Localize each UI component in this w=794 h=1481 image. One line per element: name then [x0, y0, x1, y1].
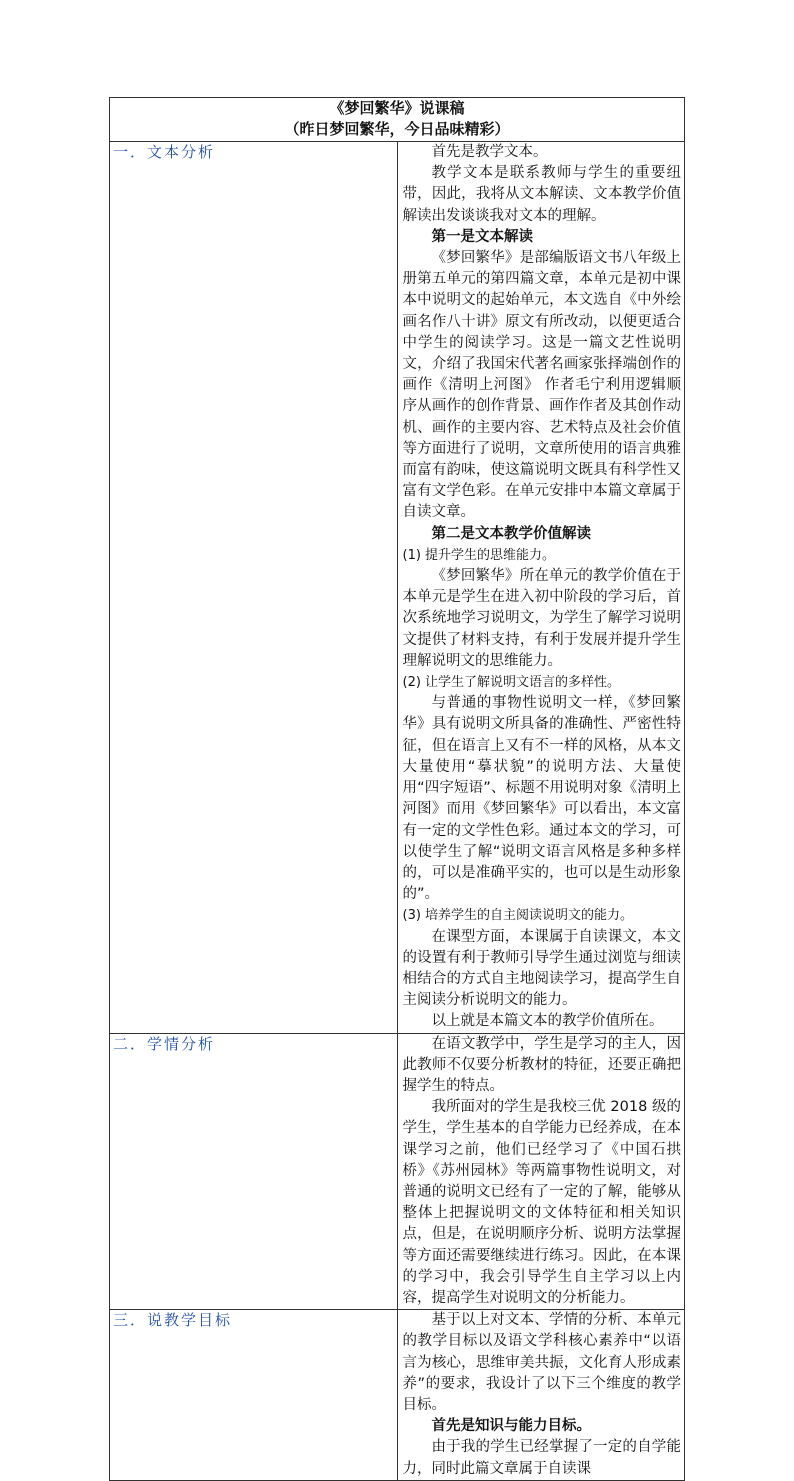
section-heading: 第一是文本解读: [431, 228, 533, 245]
section-label: 三．说教学目标: [110, 1310, 398, 1481]
paragraph: 在课型方面，本课属于自读课文，本文的设置有利于教师引导学生通过浏览与细读相结合的方式自主地阅读学习，提高学生自主阅读分析说明文的能力。: [402, 928, 681, 1009]
paragraph: 由于我的学生已经掌握了一定的自学能力，同时此篇文章属于自读课: [402, 1439, 681, 1477]
title-row: [110, 98, 685, 142]
paragraph: 教学文本是联系教师与学生的重要纽带，因此，我将从文本解读、文本教学价值解读出发谈谈我对文本的理解。: [402, 165, 681, 224]
paragraph: 《梦回繁华》所在单元的教学价值在于本单元是学生在进入初中阶段的学习后，首次系统地学习说明文，为学生了解学习说明文提供了材料支持，有利于发展并提升学生理解说明文的思维能力。: [402, 568, 681, 669]
section-heading: 第二是文本教学价值解读: [431, 525, 591, 542]
paragraph: 基于以上对文本、学情的分析、本单元的教学目标以及语文学科核心素养中“以语言为核心，思维审美共振，文化育人形成素养”的要求，我设计了以下三个维度的教学目标。: [402, 1312, 681, 1413]
lesson-plan-table: [109, 97, 685, 1481]
section-content: [397, 142, 685, 1034]
section-row-1: [110, 142, 685, 1034]
numbered-item: (2) 让学生了解说明文语言的多样性。: [402, 675, 621, 691]
section-content: [397, 1033, 685, 1310]
section-label: 二．学情分析: [110, 1033, 398, 1310]
section-row-2: [110, 1033, 685, 1310]
paragraph: 以上就是本篇文本的教学价值所在。: [431, 1013, 664, 1030]
paragraph: 我所面对的学生是我校三优 2018 级的学生，学生基本的自学能力已经养成，在本课学习之前，他们已经学习了《中国石拱桥》《苏州园林》等两篇事物性说明文，对普通的说明文已经有了一定的了解，能够从整体上把握说明文的文体特征和相关知识点，但是，在说明顺序分析、说明方法掌握等方面还需要继续进行练习。因此，在本课的学习中，我会引导学生自主学习以上内容，提高学生对说明文的分析能力。: [402, 1099, 681, 1306]
numbered-item: (1) 提升学生的思维能力。: [402, 547, 556, 563]
document-subtitle: （昨日梦回繁华，今日品味精彩）: [284, 120, 510, 138]
paragraph: 首先是教学文本。: [431, 144, 548, 160]
section-content: [397, 1310, 685, 1481]
numbered-item: (3) 培养学生的自主阅读说明文的能力。: [402, 908, 634, 924]
paragraph: 在语文教学中，学生是学习的主人，因此教师不仅要分析教材的特征，还要正确把握学生的特点。: [402, 1035, 681, 1094]
document-page: [109, 97, 685, 1481]
section-heading: 首先是知识与能力目标。: [431, 1418, 591, 1435]
title-cell: [110, 98, 685, 142]
document-title: 《梦回繁华》说课稿: [329, 99, 465, 117]
section-label: 一．文本分析: [110, 142, 398, 1034]
paragraph: 与普通的事物性说明文一样，《梦回繁华》具有说明文所具备的准确性、严密性特征，但在语言上又有不一样的风格，从本文大量使用“摹状貌”的说明方法、大量使用“四字短语”、标题不用说明对象《清明上河图》而用《梦回繁华》可以看出，本文富有一定的文学性色彩。通过本文的学习，可以使学生了解“说明文语言风格是多种多样的，可以是准确平实的，也可以是生动形象的”。: [402, 695, 681, 903]
paragraph: 《梦回繁华》是部编版语文书八年级上册第五单元的第四篇文章，本单元是初中课本中说明文的起始单元，本文选自《中外绘画名作八十讲》原文有所改动，以便更适合中学生的阅读学习。这是一篇文艺性说明文，介绍了我国宋代著名画家张择端创作的画作《清明上河图》 作者毛宁利用逻辑顺序从画作的创作背景、画作作者及其创作动机、画作的主要内容、艺术特点及社会价值等方面进行了说明，文章所使用的语言典雅而富有韵味，使这篇说明文既具有科学性又富有文学色彩。在单元安排中本篇文章属于自读文章。: [402, 250, 681, 521]
section-row-3: [110, 1310, 685, 1481]
